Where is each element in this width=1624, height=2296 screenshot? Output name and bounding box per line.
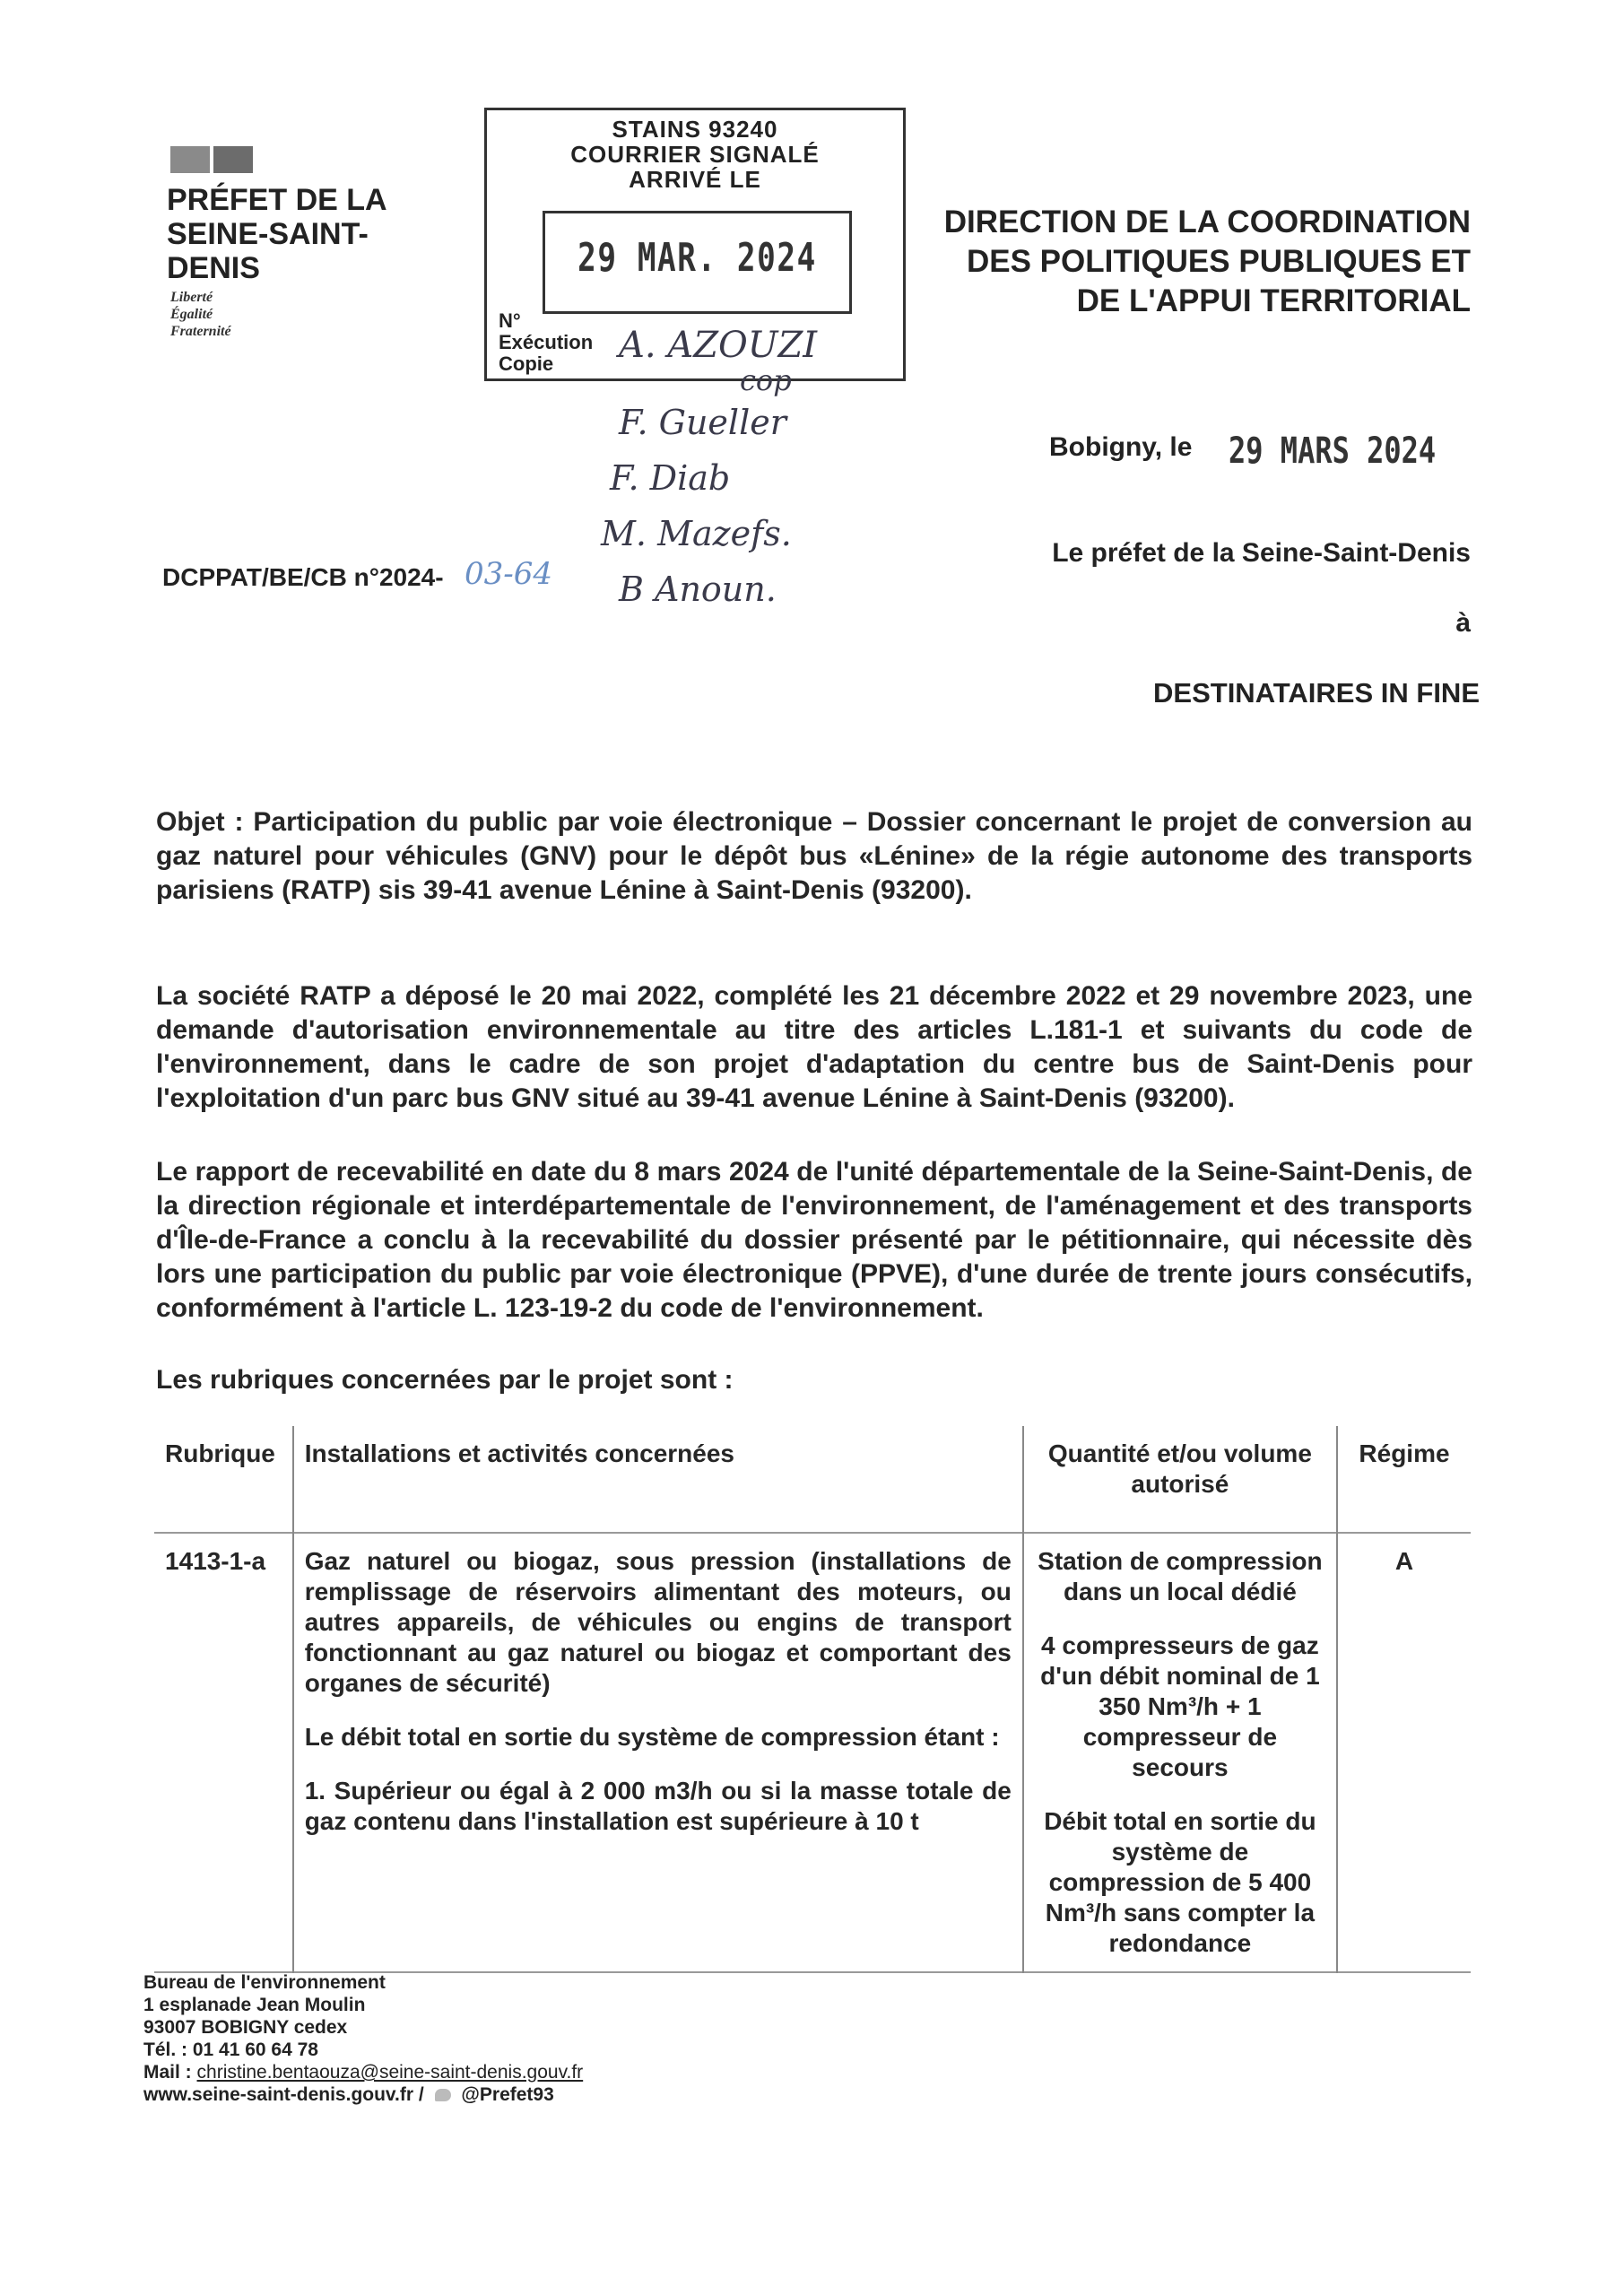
cell-regime: A <box>1337 1533 1471 1972</box>
handwritten-name: F. Diab <box>610 458 731 498</box>
footer-mail-link[interactable]: christine.bentaouza@seine-saint-denis.gouv.fr <box>196 2062 584 2083</box>
motto-fraternite: Fraternité <box>170 324 231 339</box>
activite-text-2: Le débit total en sortie du système de compression étant : <box>304 1723 1000 1751</box>
table-header-row <box>154 1426 1471 1533</box>
handwritten-name: B Anoun. <box>619 570 777 609</box>
objet-paragraph <box>156 805 1472 908</box>
objet-label: Objet : <box>156 807 244 837</box>
footer-bureau: Bureau de l'environnement <box>143 1972 386 1993</box>
cell-rubrique: 1413-1-a <box>154 1533 293 1972</box>
stamp-labels <box>499 310 593 375</box>
stamp-header <box>502 117 888 192</box>
quantite-text-1: Station de compression dans un local dédié <box>1038 1547 1323 1605</box>
cell-installations <box>293 1533 1023 1972</box>
motto-liberte: Liberté <box>170 290 213 305</box>
footer-mail-label: Mail : <box>143 2062 192 2083</box>
handwritten-copie: cop <box>740 363 792 397</box>
activite-text-3: 1. Supérieur ou égal à 2 000 m3/h ou si la masse totale de gaz contenu dans l'installation est supérieure à 10 t <box>304 1777 1012 1835</box>
stamp-line3: ARRIVÉ LE <box>629 166 761 193</box>
to-label: à <box>1455 608 1471 638</box>
motto-egalite: Égalité <box>170 307 213 322</box>
objet-text: Participation du public par voie électronique – Dossier concernant le projet de conversion au gaz naturel pour véhicules (GNV) pour le dépôt bus «Lénine» de la régie autonome des transports parisiens (RATP) sis 39-41 avenue Lénine à Saint-Denis (93200). <box>156 807 1472 905</box>
header-rubrique: Rubrique <box>165 1439 275 1467</box>
footer-phone: Tél. : 01 41 60 64 78 <box>143 2039 318 2060</box>
paragraph-2: Le rapport de recevabilité en date du 8 mars 2024 de l'unité départementale de la Seine-Saint-Denis, de la direction régionale et interdépartementale de l'environnement, de l'aménagement et des transports d'Île-de-France a conclu à la recevabilité du dossier présenté par le pétitionnaire, qui nécessite dès lors une participation du public par voie électronique (PPVE), d'une durée de trente jours consécutifs, conformément à l'article L. 123-19-2 du code de l'environnement. <box>156 1157 1472 1323</box>
handwritten-execution: A. AZOUZI <box>619 325 818 366</box>
header-installations: Installations et activités concernées <box>293 1426 1023 1533</box>
handwritten-name: F. Gueller <box>619 403 786 442</box>
stamp-execution-label: Exécution <box>499 331 594 353</box>
marianne-flag-icon <box>170 146 253 173</box>
direction-title: DIRECTION DE LA COORDINATION DES POLITIQUES PUBLIQUES ET DE L'APPUI TERRITORIAL <box>943 204 1471 318</box>
handwritten-names <box>601 395 792 617</box>
footer-street: 1 esplanade Jean Moulin <box>143 1995 366 2015</box>
recipients: DESTINATAIRES IN FINE <box>1153 677 1480 709</box>
footer-web-line <box>143 2083 583 2106</box>
table-row <box>154 1533 1471 1972</box>
paragraph-1: La société RATP a déposé le 20 mai 2022, complété les 21 décembre 2022 et 29 novembre 2023, une demande d'autorisation environnementale au titre des articles L.181-1 et suivants du code de l'environnement, dans le cadre de son projet d'adaptation du centre bus de Saint-Denis pour l'exploitation d'un parc bus GNV situé au 39-41 avenue Lénine à Saint-Denis (93200). <box>156 981 1472 1113</box>
handwritten-name: M. Mazefs. <box>601 514 792 553</box>
header-quantite: Quantité et/ou volume autorisé <box>1023 1426 1337 1533</box>
quantite-text-3: Débit total en sortie du système de compression de 5 400 Nm³/h sans compter la redondance <box>1044 1807 1316 1957</box>
quantite-text-2: 4 compresseurs de gaz d'un débit nominal de 1 350 Nm³/h + 1 compresseur de secours <box>1040 1631 1320 1781</box>
footer-mail-line <box>143 2061 583 2083</box>
stamp-copie-label: Copie <box>499 352 554 375</box>
footer-city: 93007 BOBIGNY cedex <box>143 2017 348 2038</box>
motto <box>170 289 231 340</box>
activite-text-1: Gaz naturel ou biogaz, sous pression (installations de remplissage de réservoirs alimentant des moteurs, ou autres appareils, de véhicules ou engins de transport fonctionnant au gaz naturel ou biogaz et comportant des organes de sécurité) <box>304 1547 1012 1697</box>
reference-number: DCPPAT/BE/CB n°2024- <box>162 563 444 591</box>
logo-title: PRÉFET DE LA SEINE-SAINT-DENIS <box>167 183 386 285</box>
stamp-line1: STAINS 93240 <box>612 116 778 143</box>
twitter-bird-icon <box>435 2089 451 2101</box>
footer-twitter-handle[interactable]: @Prefet93 <box>461 2084 554 2105</box>
place-date: 29 MARS 2024 <box>1229 430 1437 472</box>
stamp-no-label: N° <box>499 309 521 332</box>
header-regime: Régime <box>1337 1426 1471 1533</box>
paragraph-3: Les rubriques concernées par le projet sont : <box>156 1365 734 1395</box>
reference-handwritten: 03-64 <box>465 556 553 592</box>
sender: Le préfet de la Seine-Saint-Denis <box>1052 538 1471 568</box>
footer-address <box>143 1971 583 2106</box>
stamp-line2: COURRIER SIGNALÉ <box>570 141 820 168</box>
footer-website-link[interactable]: www.seine-saint-denis.gouv.fr / <box>143 2084 430 2105</box>
rubriques-table <box>154 1426 1471 1973</box>
place-label: Bobigny, le <box>1049 432 1193 462</box>
stamp-date: 29 MAR. 2024 <box>578 235 817 281</box>
cell-quantite <box>1023 1533 1337 1972</box>
